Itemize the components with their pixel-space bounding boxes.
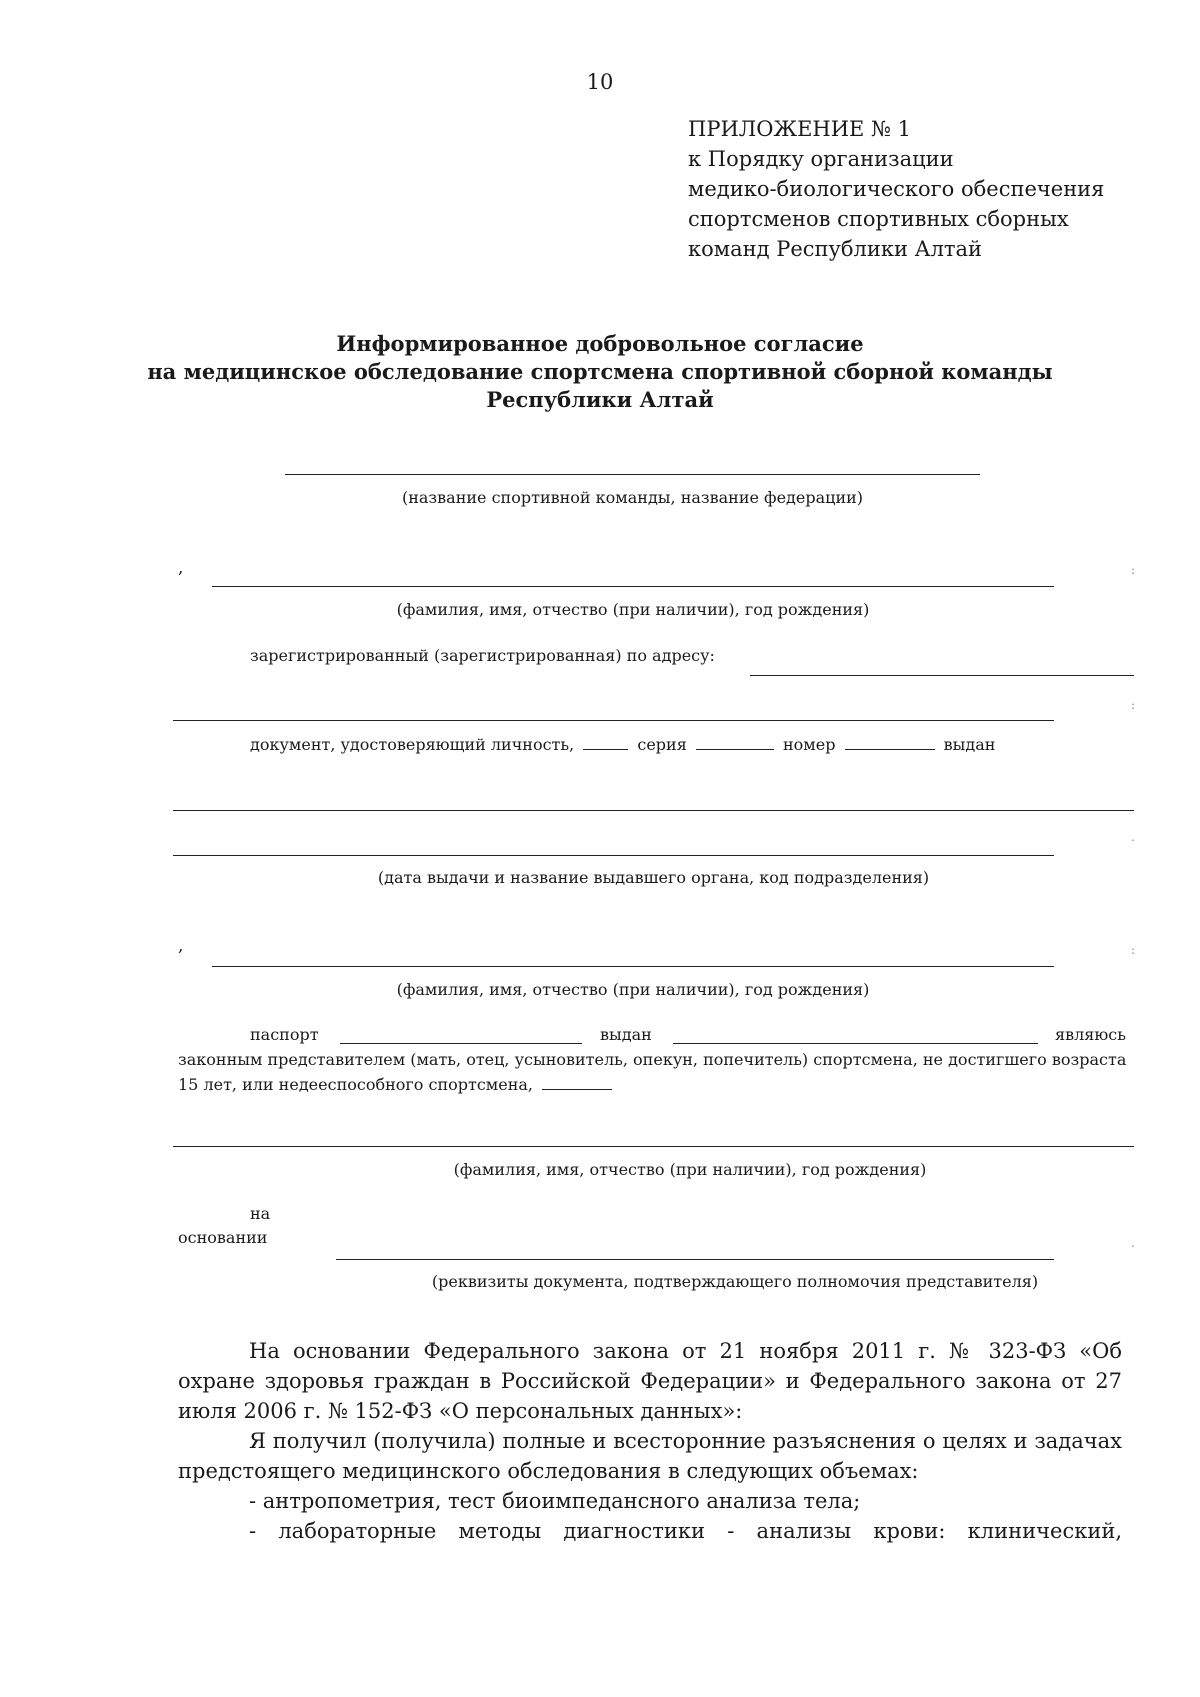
passport-issued-label: выдан	[600, 1025, 652, 1044]
issue-caption: (дата выдачи и название выдавшего органа, код подразделения)	[377, 868, 930, 887]
appendix-line: команд Республики Алтай	[688, 237, 983, 261]
representative-name-caption: (фамилия, имя, отчество (при наличии), год рождения)	[396, 980, 870, 999]
paragraph-1: На основании Федерального закона от 21 ноября 2011 г. № 323-ФЗ «Об охране здоровья граждан в Российской Федерации» и Федерального закона от 27 июля 2006 г. № 152-ФЗ «О персональных данных»:	[178, 1339, 1122, 1423]
athlete-name-field[interactable]	[212, 586, 1054, 587]
title-line-3: Республики Алтай	[486, 387, 714, 412]
team-field[interactable]	[285, 474, 980, 475]
doc-issued-label: выдан	[943, 735, 996, 754]
title-line-2: на медицинское обследование спортсмена спортивной сборной команды	[147, 359, 1053, 384]
identity-doc-row	[250, 735, 995, 755]
list-item-1: - антропометрия, тест биоимпедансного анализа тела;	[249, 1489, 861, 1513]
edge-mark: :	[1131, 698, 1136, 712]
title-line-1: Информированное добровольное согласие	[336, 331, 864, 356]
doc-issued-field-1[interactable]	[173, 810, 1134, 811]
list-item-2: - лабораторные методы диагностики - анализы крови: клинический,	[249, 1519, 1122, 1543]
body-text	[178, 1336, 1122, 1546]
basis-label-1: на	[250, 1204, 271, 1223]
passport-field[interactable]	[340, 1043, 582, 1044]
incapable-athlete-field[interactable]	[542, 1089, 612, 1090]
representative-name-field[interactable]	[212, 966, 1054, 967]
appendix-block	[688, 114, 1104, 264]
comma-mark: ,	[178, 558, 184, 578]
passport-issued-field[interactable]	[673, 1043, 1038, 1044]
doc-number-label: номер	[783, 735, 836, 754]
appendix-line: к Порядку организации	[688, 147, 954, 171]
appendix-title: ПРИЛОЖЕНИЕ № 1	[688, 117, 911, 141]
page-number: 10	[586, 70, 614, 94]
athlete-name-caption: (фамилия, имя, отчество (при наличии), год рождения)	[396, 600, 870, 619]
paragraph-2: Я получил (получила) полные и всесторонние разъяснения о целях и задачах предстоящего медицинского обследования в следующих объемах:	[178, 1429, 1122, 1483]
edge-mark: :	[1131, 563, 1136, 577]
representative-text-line-1: законным представителем (мать, отец, усыновитель, опекун, попечитель) спортсмена, не достигшего возраста	[178, 1050, 1127, 1069]
represented-athlete-field[interactable]	[173, 1146, 1134, 1147]
doc-issued-field-2[interactable]	[173, 855, 1054, 856]
address-field-2[interactable]	[173, 720, 1054, 721]
basis-document-caption: (реквизиты документа, подтверждающего полномочия представителя)	[431, 1272, 1039, 1291]
doc-label: документ, удостоверяющий личность,	[250, 735, 575, 754]
passport-iam-label: являюсь	[1055, 1025, 1126, 1044]
doc-series-field[interactable]	[696, 749, 774, 750]
appendix-line: медико-биологического обеспечения	[688, 177, 1105, 201]
basis-label-2: основании	[178, 1228, 268, 1247]
appendix-line: спортсменов спортивных сборных	[688, 207, 1069, 231]
passport-label: паспорт	[250, 1025, 319, 1044]
represented-athlete-caption: (фамилия, имя, отчество (при наличии), год рождения)	[453, 1160, 927, 1179]
basis-document-field[interactable]	[336, 1259, 1054, 1260]
team-caption: (название спортивной команды, название федерации)	[401, 488, 864, 507]
registered-label: зарегистрированный (зарегистрированная) по адресу:	[250, 646, 715, 665]
doc-series-label: серия	[637, 735, 687, 754]
doc-number-field[interactable]	[845, 749, 935, 750]
representative-text-line-2: 15 лет, или недееспособного спортсмена,	[178, 1075, 533, 1094]
doc-type-field[interactable]	[583, 749, 628, 750]
document-title	[0, 330, 1200, 414]
edge-mark: :	[1131, 943, 1136, 957]
edge-mark: .	[1131, 830, 1135, 844]
comma-mark: ,	[178, 936, 184, 956]
edge-mark: .	[1131, 1236, 1135, 1250]
address-field-1[interactable]	[750, 675, 1134, 676]
